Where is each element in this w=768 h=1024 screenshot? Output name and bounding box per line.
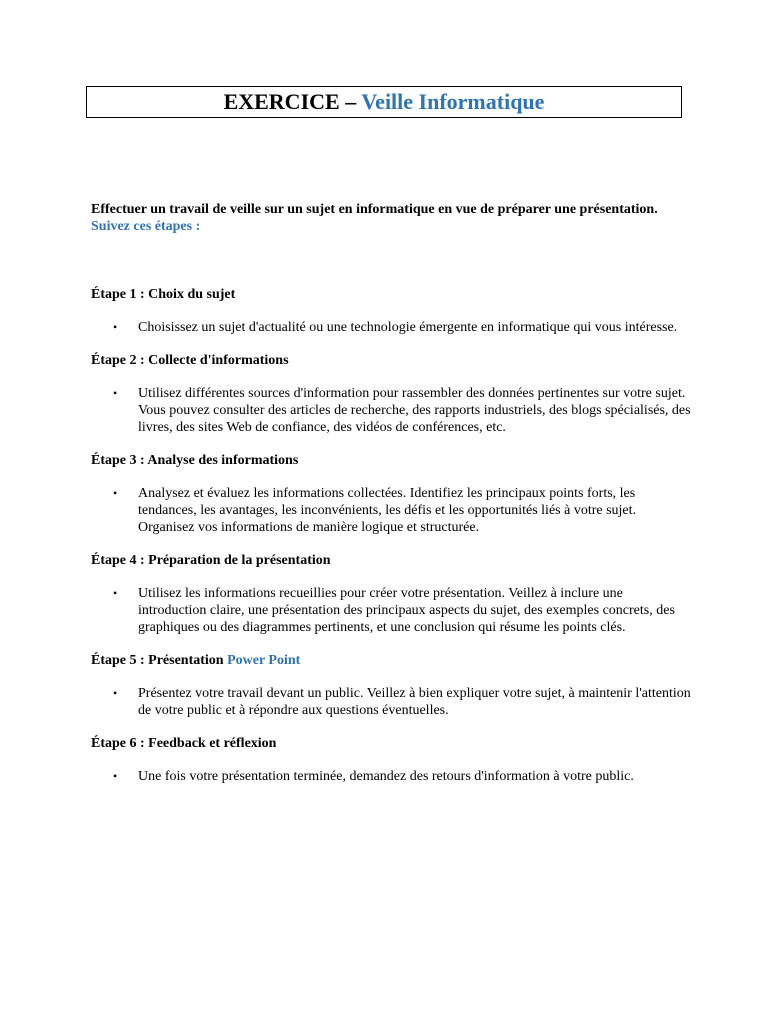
step-bullet-list	[91, 768, 691, 785]
step-2	[91, 352, 691, 436]
bullet-icon: •	[113, 386, 118, 400]
step-bullet-list	[91, 385, 691, 436]
intro-highlight: Suivez ces étapes :	[91, 219, 201, 234]
step-1	[91, 286, 691, 336]
step-6	[91, 735, 691, 785]
step-bullet-text: Utilisez différentes sources d'information pour rassembler des données pertinentes sur votre sujet. Vous pouvez consulter des articles de recherche, des rapports industriels, des blogs spécialisés, des livres, des sites Web de confiance, des vidéos de conférences, etc.	[138, 386, 691, 435]
step-bullet-item	[91, 319, 691, 336]
step-bullet-text: Analysez et évaluez les informations collectées. Identifiez les principaux points forts, les tendances, les avantages, les inconvénients, les défis et les opportunités liés à votre sujet. Organisez vos informations de manière logique et structurée.	[138, 486, 637, 535]
title-prefix: EXERCICE –	[223, 89, 357, 114]
step-bullet-text: Choisissez un sujet d'actualité ou une technologie émergente en informatique qui vous intéresse.	[138, 320, 678, 335]
step-bullet-list	[91, 485, 691, 536]
step-heading-text: Étape 5 : Présentation	[91, 653, 224, 668]
step-bullet-item	[91, 385, 691, 436]
steps-section	[91, 286, 691, 801]
step-bullet-text: Une fois votre présentation terminée, demandez des retours d'information à votre public.	[138, 769, 634, 784]
step-4	[91, 552, 691, 636]
step-bullet-item	[91, 585, 691, 636]
step-heading-text: Étape 4 : Préparation de la présentation	[91, 553, 331, 568]
step-bullet-list	[91, 319, 691, 336]
step-heading	[91, 452, 691, 469]
step-heading	[91, 286, 691, 303]
bullet-icon: •	[113, 320, 118, 334]
step-bullet-item	[91, 768, 691, 785]
intro-text: Effectuer un travail de veille sur un sujet en informatique en vue de préparer une présentation.	[91, 202, 658, 217]
step-bullet-item	[91, 685, 691, 719]
bullet-icon: •	[113, 586, 118, 600]
bullet-icon: •	[113, 486, 118, 500]
step-bullet-list	[91, 585, 691, 636]
step-bullet-text: Présentez votre travail devant un public. Veillez à bien expliquer votre sujet, à maintenir l'attention de votre public et à répondre aux questions éventuelles.	[138, 686, 691, 718]
step-heading-text: Étape 3 : Analyse des informations	[91, 453, 299, 468]
step-3	[91, 452, 691, 536]
step-heading-text: Étape 1 : Choix du sujet	[91, 287, 236, 302]
intro-paragraph	[91, 201, 691, 235]
step-heading	[91, 652, 691, 669]
step-bullet-list	[91, 685, 691, 719]
step-heading	[91, 352, 691, 369]
title-box	[86, 86, 682, 118]
step-heading-text: Étape 2 : Collecte d'informations	[91, 353, 289, 368]
step-heading-text: Étape 6 : Feedback et réflexion	[91, 736, 277, 751]
step-5	[91, 652, 691, 719]
step-bullet-text: Utilisez les informations recueillies pour créer votre présentation. Veillez à inclure une introduction claire, une présentation des principaux aspects du sujet, des exemples concrets, des graphiques ou des diagrammes pertinents, et une conclusion qui résume les points clés.	[138, 586, 675, 635]
step-heading-highlight: Power Point	[227, 653, 301, 668]
step-heading	[91, 735, 691, 752]
step-heading	[91, 552, 691, 569]
bullet-icon: •	[113, 769, 118, 783]
bullet-icon: •	[113, 686, 118, 700]
title-highlight: Veille Informatique	[361, 89, 545, 114]
step-bullet-item	[91, 485, 691, 536]
